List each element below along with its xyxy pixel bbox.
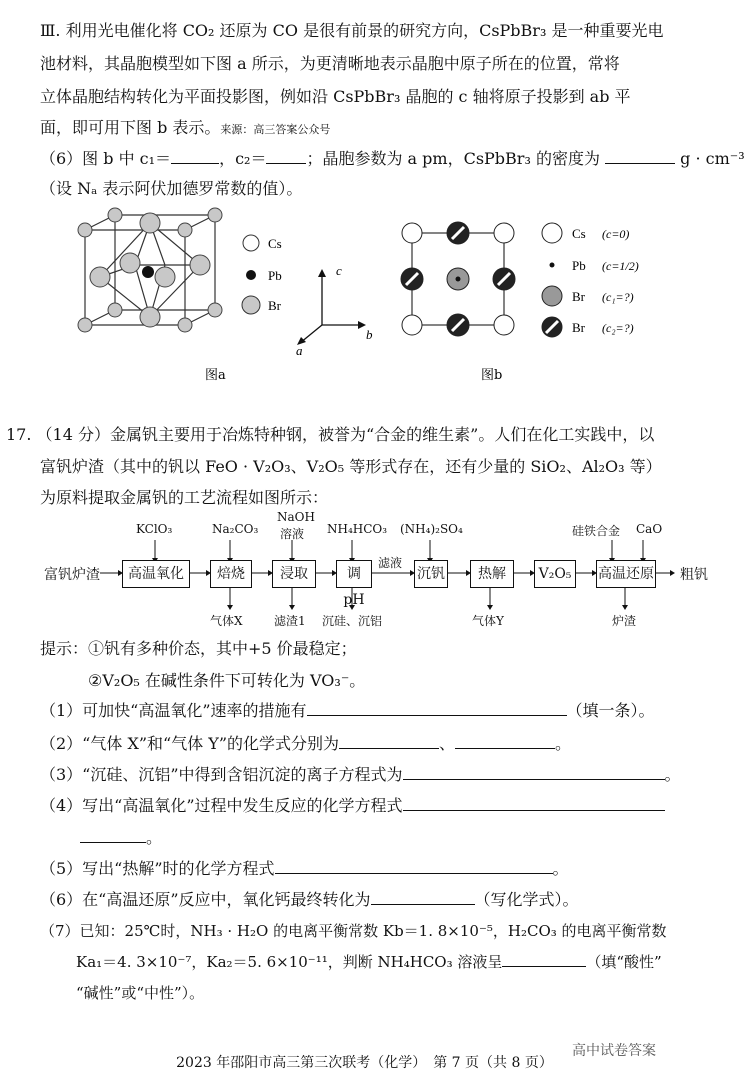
- para-line: 立体晶胞结构转化为平面投影图，例如沿 CsPbBr₃ 晶胞的 c 轴将原子投影到 ab 平: [40, 87, 631, 106]
- figure-a-caption: 图a: [205, 368, 226, 383]
- legend-note: (c₂=?): [602, 321, 634, 335]
- question-1: [40, 700, 655, 722]
- q-text: （1）可加快“高温氧化”速率的措施有: [40, 701, 307, 720]
- reagent: Na₂CO₃: [212, 522, 259, 536]
- page-footer: 2023 年邵阳市高三第三次联考（化学） 第 7 页（共 8 页）: [176, 1055, 553, 1071]
- reagent: CaO: [636, 522, 663, 536]
- q-text: Ka₁＝4. 3×10⁻⁷，Ka₂＝5. 6×10⁻¹¹，判断 NH₄HCO₃ 溶液呈: [76, 953, 503, 971]
- legend-label: Pb: [268, 268, 282, 283]
- reagent: (NH₄)₂SO₄: [400, 522, 463, 536]
- q-text: （填一条）。: [566, 701, 655, 720]
- para-text: 面，即可用下图 b 表示。: [40, 118, 221, 137]
- flow-output: 滤渣1: [274, 614, 306, 628]
- legend-note: (c₁=?): [602, 290, 634, 304]
- q6-text: ；晶胞参数为 a pm，CsPbBr₃ 的密度为: [306, 149, 600, 168]
- flow-step: V₂O₅: [534, 560, 576, 588]
- reagent: 溶液: [280, 527, 305, 541]
- answer-blank[interactable]: [455, 734, 555, 749]
- q6-text: ，c₂＝: [219, 149, 267, 168]
- para-line: Ⅲ. 利用光电催化将 CO₂ 还原为 CO 是很有前景的研究方向，CsPbBr₃ 是一种重要光电: [40, 21, 664, 40]
- q-text: 、: [439, 734, 456, 753]
- flow-output: 气体Y: [472, 614, 504, 628]
- answer-blank[interactable]: [371, 890, 475, 905]
- legend-pb: [246, 270, 256, 280]
- answer-blank[interactable]: [339, 734, 439, 749]
- para-line: 池材料，其晶胞模型如下图 a 所示，为更清晰地表示晶胞中原子所在的位置，常将: [40, 54, 620, 73]
- pb-atom: [142, 266, 154, 278]
- filtrate-label: 滤液: [378, 556, 403, 570]
- answer-blank[interactable]: [171, 149, 219, 164]
- question-6-main: [40, 889, 579, 911]
- answer-blank[interactable]: [80, 828, 146, 843]
- q17-line: 为原料提取金属钒的工艺流程如图所示：: [40, 488, 329, 507]
- legend-label: Cs: [572, 226, 586, 241]
- answer-blank[interactable]: [275, 859, 553, 874]
- legend-pb-dot: [550, 263, 555, 268]
- flow-step: 热解: [470, 560, 514, 588]
- axis-a: a: [296, 343, 303, 358]
- legend-label: Pb: [572, 258, 586, 273]
- legend-note: (c=0): [602, 227, 630, 241]
- answer-blank[interactable]: [502, 952, 586, 967]
- legend-cs-open: [542, 223, 562, 243]
- flow-output: 炉渣: [612, 614, 637, 628]
- flow-step: 沉钒: [414, 560, 448, 588]
- question-2: [40, 733, 571, 755]
- answer-blank[interactable]: [403, 765, 665, 780]
- q-text: （填“酸性”: [586, 953, 662, 971]
- flow-output: 气体X: [210, 614, 243, 628]
- legend-label: Br: [268, 298, 281, 313]
- question-4: [40, 795, 665, 817]
- question-3: [40, 764, 681, 786]
- axis-b: b: [366, 327, 373, 342]
- legend-label: Br: [572, 289, 585, 304]
- q-text: （6）在“高温还原”反应中，氧化钙最终转化为: [40, 890, 371, 909]
- reagent: NH₄HCO₃: [327, 522, 388, 536]
- question-5: [40, 858, 569, 880]
- density-unit: g · cm⁻³: [680, 149, 745, 168]
- axis-c: c: [336, 263, 342, 278]
- hint-line: ②V₂O₅ 在碱性条件下可转化为 VO₃⁻。: [88, 671, 366, 690]
- q-text: （2）“气体 X”和“气体 Y”的化学式分别为: [40, 734, 340, 753]
- q-text: （4）写出“高温氧化”过程中发生反应的化学方程式: [40, 796, 403, 815]
- flow-step: 浸取: [272, 560, 316, 588]
- q17-line: 富钒炉渣（其中的钒以 FeO · V₂O₃、V₂O₅ 等形式存在，还有少量的 SiO₂、Al₂O₃ 等）: [40, 457, 662, 476]
- q6-text: （6）图 b 中 c₁＝: [40, 149, 172, 168]
- reagent: 硅铁合金: [572, 524, 621, 538]
- flow-step: 焙烧: [210, 560, 252, 588]
- para-line: [40, 117, 330, 141]
- answer-blank[interactable]: [266, 149, 306, 164]
- legend-note: (c=1/2): [602, 259, 639, 273]
- q6-note: （设 Nₐ 表示阿伏加德罗常数的值）。: [40, 179, 303, 198]
- flow-step: 调pH: [336, 560, 372, 588]
- q-text: （3）“沉硅、沉铝”中得到含铝沉淀的离子方程式为: [40, 765, 403, 784]
- answer-blank[interactable]: [403, 796, 665, 811]
- answer-blank[interactable]: [605, 149, 675, 164]
- hint-line: 提示：①钒有多种价态，其中+5 价最稳定；: [40, 639, 357, 658]
- q-text: 。: [552, 859, 569, 878]
- watermark-text: 高中试卷答案: [572, 1043, 656, 1059]
- source-note: 来源：高三答案公众号: [220, 123, 331, 136]
- question-7: （7）已知：25℃时，NH₃ · H₂O 的电离平衡常数 Kb＝1. 8×10⁻⁵，H₂CO₃ 的电离平衡常数: [40, 922, 667, 940]
- legend-label: Cs: [268, 236, 282, 251]
- legend-label: Br: [572, 320, 585, 335]
- flow-end: 粗钒: [680, 567, 708, 583]
- q-text: 。: [664, 765, 681, 784]
- question-7-c: “碱性”或“中性”）。: [76, 984, 205, 1002]
- question-7-b: [76, 951, 662, 973]
- reagent: NaOH: [277, 510, 315, 524]
- question-4-cont: [80, 827, 162, 849]
- flow-step: 高温还原: [596, 560, 656, 588]
- reagent: KClO₃: [136, 522, 173, 536]
- flow-step: 高温氧化: [122, 560, 190, 588]
- legend-cs: [243, 235, 259, 251]
- q-text: （写化学式）。: [474, 890, 579, 909]
- axes: [300, 273, 362, 343]
- legend-br: [242, 296, 260, 314]
- q17-line: 17. （14 分）金属钒主要用于冶炼特种钢，被誉为“合金的维生素”。人们在化工实践中，以: [6, 425, 655, 444]
- flow-output: 沉硅、沉铝: [322, 614, 383, 628]
- answer-blank[interactable]: [307, 701, 567, 716]
- q-text: （5）写出“热解”时的化学方程式: [40, 859, 275, 878]
- legend-br-grey: [542, 286, 562, 306]
- crystal-figures: [0, 205, 729, 385]
- question-6: [40, 148, 745, 170]
- q-text: 。: [146, 828, 163, 847]
- flow-start: 富钒炉渣: [44, 567, 100, 583]
- q-text: 。: [555, 734, 572, 753]
- figure-b-caption: 图b: [481, 368, 503, 383]
